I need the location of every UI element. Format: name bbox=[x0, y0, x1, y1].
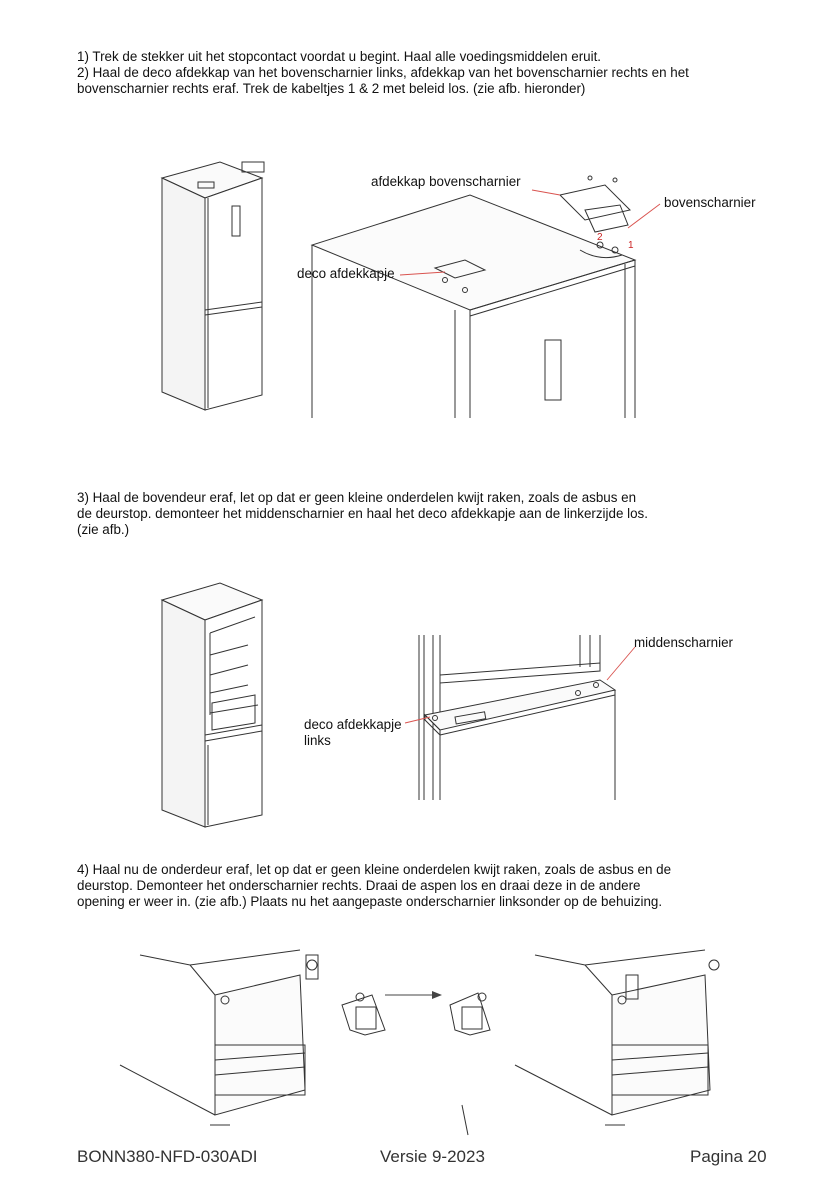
instruction-line: 4) Haal nu de onderdeur eraf, let op dat er geen kleine onderdelen kwijt raken, zoals de asbus en de bbox=[77, 862, 672, 877]
label-cover-top-hinge: afdekkap bovenscharnier bbox=[371, 174, 521, 189]
instruction-line: de deurstop. demonteer het middenscharnier en haal het deco afdekkapje aan de linkerzijde los. bbox=[77, 506, 648, 521]
instruction-line: bovenscharnier rechts eraf. Trek de kabeltjes 1 & 2 met beleid los. (zie afb. hieronder) bbox=[77, 81, 586, 96]
instruction-line: 2) Haal de deco afdekkap van het bovenscharnier links, afdekkap van het bovenscharnier rechts en het bbox=[77, 65, 689, 80]
instruction-line: deurstop. Demonteer het onderscharnier rechts. Draai de aspen los en draai deze in de andere bbox=[77, 878, 641, 893]
instruction-line: 3) Haal de bovendeur eraf, let op dat er geen kleine onderdelen kwijt raken, zoals de asbus en bbox=[77, 490, 637, 505]
cable-number-2: 2 bbox=[597, 232, 603, 243]
instruction-step-4 bbox=[77, 862, 777, 910]
footer-model: BONN380-NFD-030ADI bbox=[77, 1147, 258, 1166]
instruction-step-3 bbox=[77, 490, 777, 538]
fridge-overview-drawing bbox=[162, 162, 264, 410]
fridge-open-drawing bbox=[162, 583, 262, 827]
label-middle-hinge: middenscharnier bbox=[634, 635, 733, 650]
fridge-bottom-left-drawing bbox=[120, 950, 318, 1125]
hinge-part-after-drawing bbox=[450, 993, 490, 1135]
fridge-bottom-right-drawing bbox=[515, 950, 719, 1125]
figure-top-hinge bbox=[0, 150, 840, 430]
instruction-line: 1) Trek de stekker uit het stopcontact voordat u begint. Haal alle voedingsmiddelen eruit. bbox=[77, 49, 602, 64]
figure-middle-hinge bbox=[0, 575, 840, 835]
figure-bottom-hinge bbox=[0, 935, 840, 1140]
middle-hinge-detail-drawing bbox=[419, 635, 615, 800]
label-deco-cover-left: deco afdekkapje bbox=[304, 717, 402, 732]
instruction-line: opening er weer in. (zie afb.) Plaats nu het aangepaste onderscharnier linksonder op de behuizing. bbox=[77, 894, 663, 909]
instruction-line: (zie afb.) bbox=[77, 522, 130, 537]
hinge-part-before-drawing bbox=[342, 993, 385, 1035]
footer-version: Versie 9-2023 bbox=[380, 1147, 485, 1166]
cable-number-1: 1 bbox=[628, 240, 634, 251]
footer-page-number: Pagina 20 bbox=[690, 1147, 767, 1166]
label-deco-cover-left-line2: links bbox=[304, 733, 331, 748]
arrow-icon bbox=[385, 991, 442, 999]
label-top-hinge: bovenscharnier bbox=[664, 195, 756, 210]
instruction-step-1-2 bbox=[77, 49, 777, 97]
label-deco-cover: deco afdekkapje bbox=[297, 266, 395, 281]
fridge-top-detail-drawing bbox=[312, 176, 635, 418]
